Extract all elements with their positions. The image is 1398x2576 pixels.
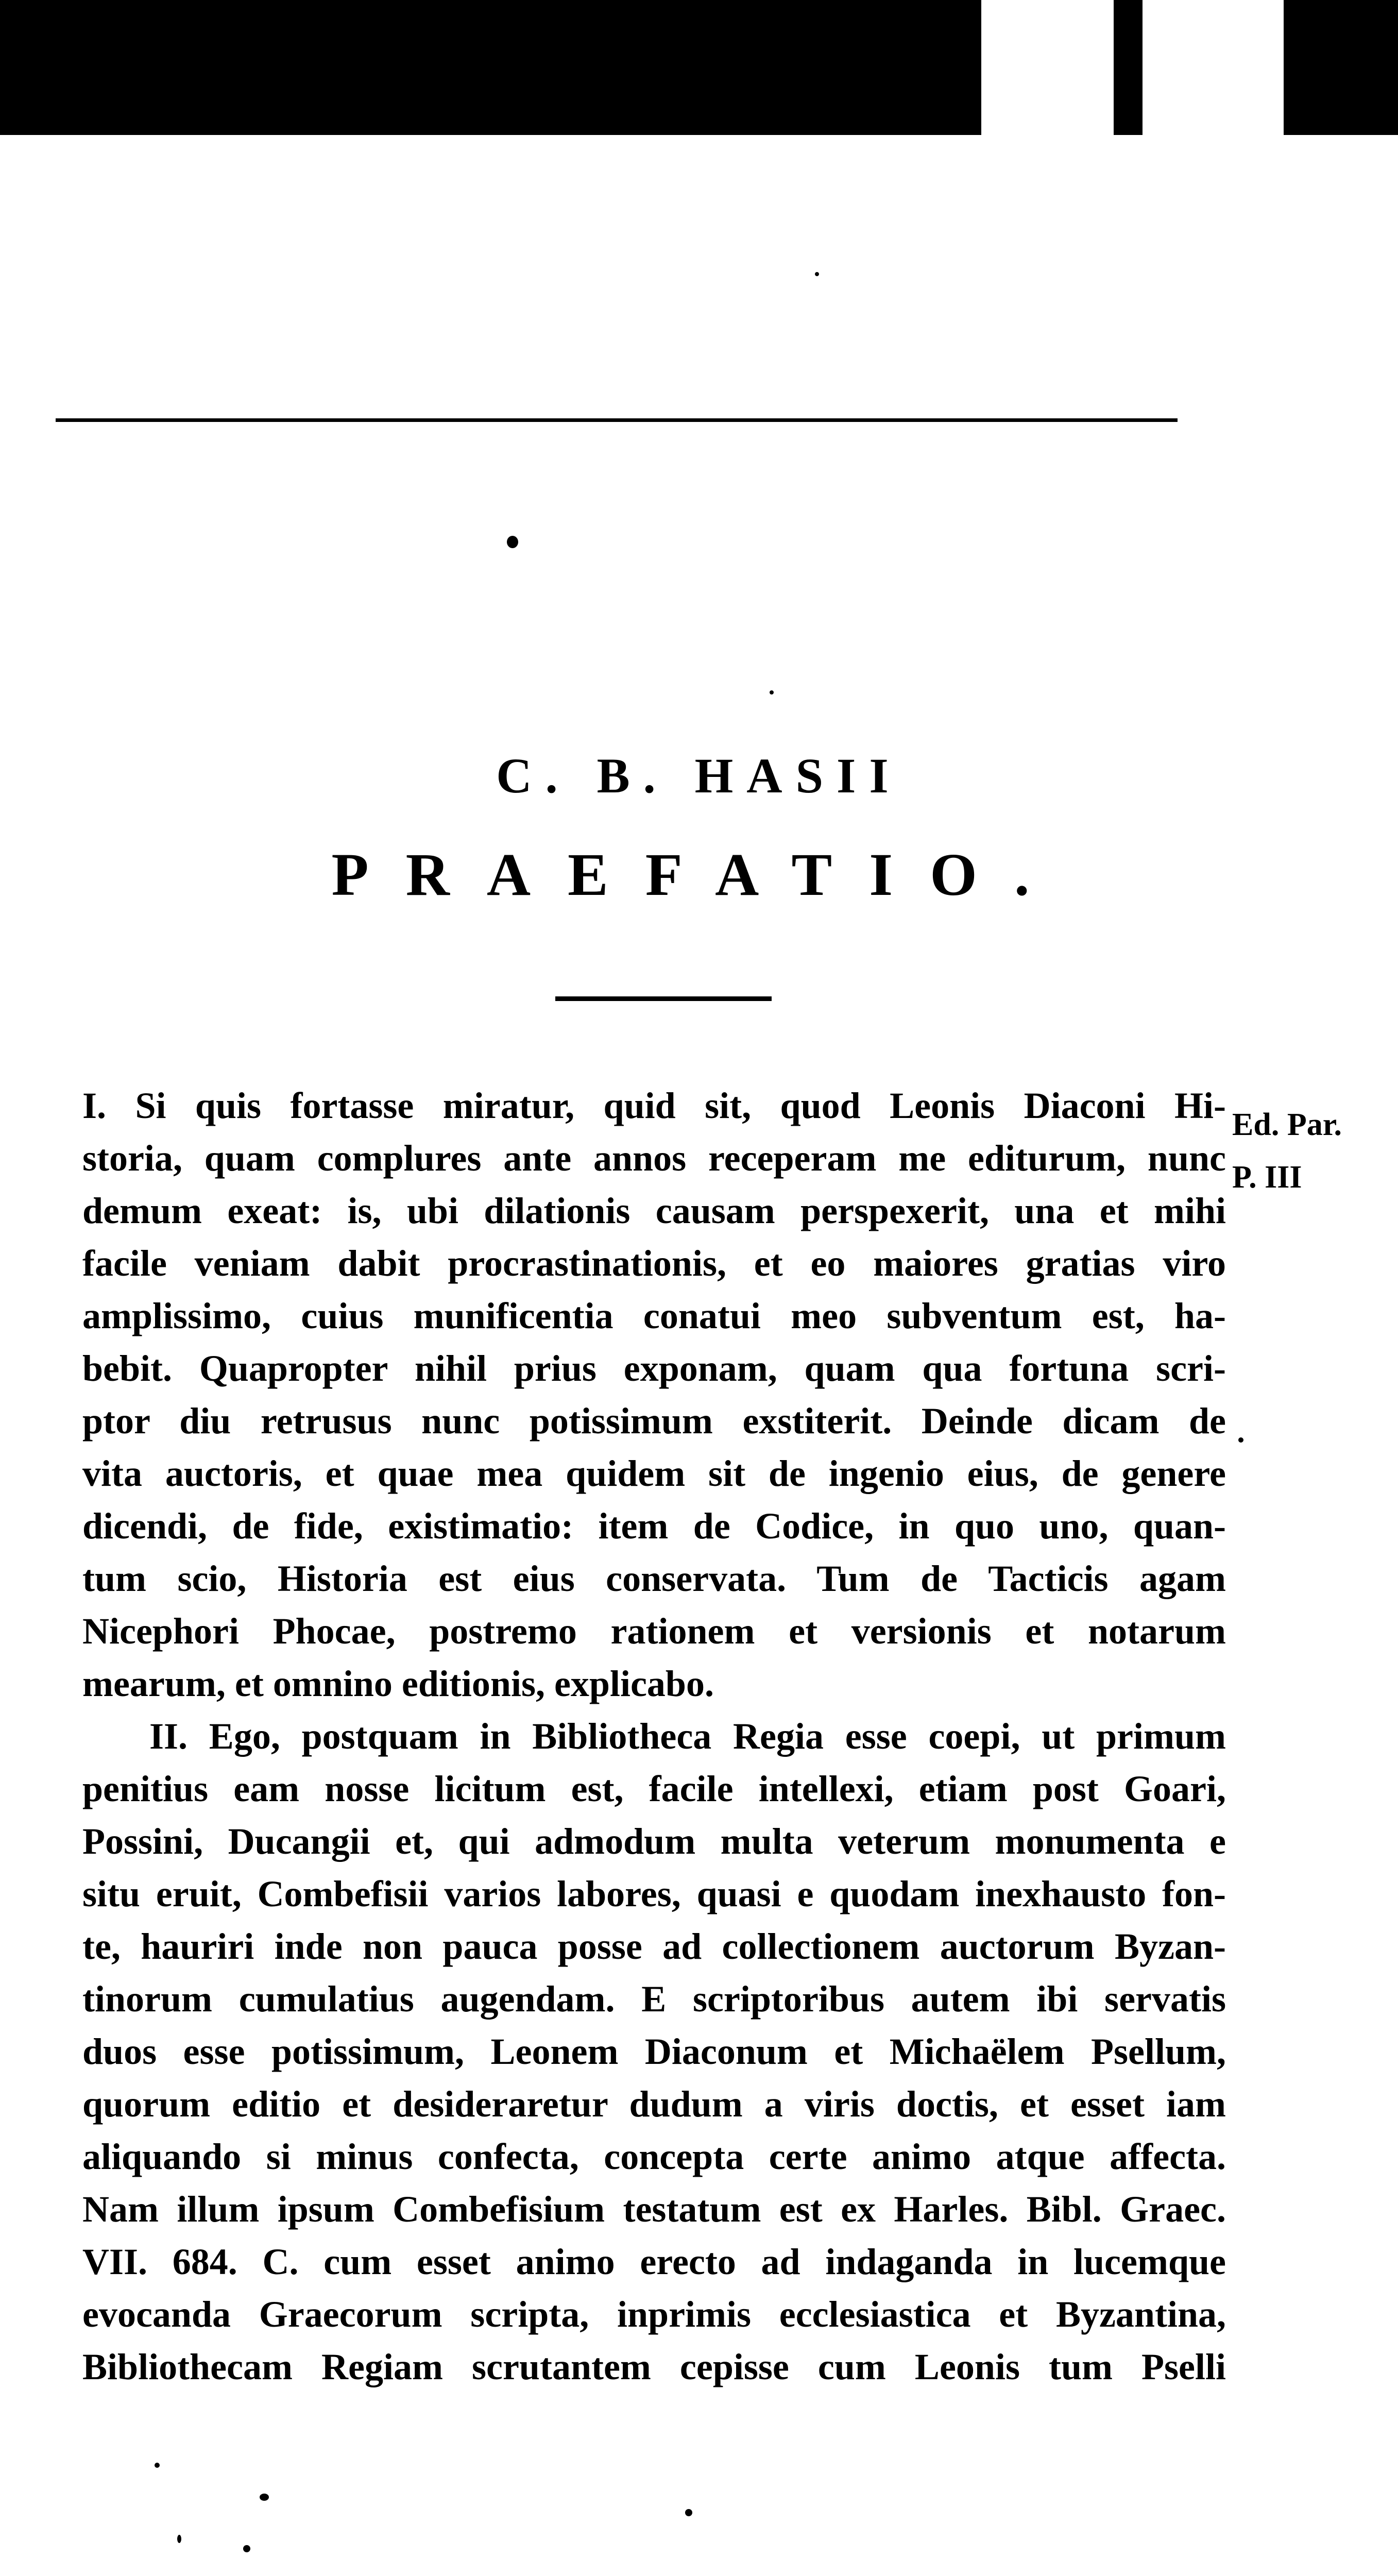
text-line: vita auctoris, et quae mea quidem sit de ingenio eius, de genere (82, 1453, 1226, 1494)
text-line: Bibliothecam Regiam scrutantem cepisse cum Leonis tum Pselli (82, 2346, 1226, 2387)
text-line: tum scio, Historia est eius conservata. Tum de Tacticis agam (82, 1558, 1226, 1599)
text-line: evocanda Graecorum scripta, inprimis ecclesiastica et Byzantina, (82, 2294, 1226, 2335)
ink-speck (155, 2463, 160, 2468)
text-line: dicendi, de fide, existimatio: item de Codice, in quo uno, quan- (82, 1505, 1226, 1547)
text-line: duos esse potissimum, Leonem Diaconum et Michaëlem Psellum, (82, 2031, 1226, 2072)
ink-speck (507, 536, 518, 548)
text-line: Possini, Ducangii et, qui admodum multa veterum monumenta e (82, 1821, 1226, 1862)
author-heading: C. B. HASII (496, 748, 902, 803)
text-line: ptor diu retrusus nunc potissimum exstiterit. Deinde dicam de (82, 1400, 1226, 1442)
ink-speck (177, 2535, 181, 2543)
text-line: te, hauriri inde non pauca posse ad collectionem auctorum Byzan- (82, 1926, 1226, 1967)
ink-speck (685, 2509, 692, 2516)
text-line: facile veniam dabit procrastinationis, et eo maiores gratias viro (82, 1243, 1226, 1284)
text-line: I. Si quis fortasse miratur, quid sit, quod Leonis Diaconi Hi- (82, 1085, 1226, 1126)
text-line: VII. 684. C. cum esset animo erecto ad indaganda in lucemque (82, 2241, 1226, 2282)
paragraph-1 (82, 1079, 1226, 1710)
body-text (82, 1079, 1226, 2393)
margin-note-page: P. III (1232, 1160, 1302, 1195)
text-line: situ eruit, Combefisii varios labores, quasi e quodam inexhausto fon- (82, 1873, 1226, 1914)
text-line: demum exeat: is, ubi dilationis causam perspexerit, una et mihi (82, 1190, 1226, 1231)
ink-speck (1238, 1437, 1243, 1443)
text-line: amplissimo, cuius munificentia conatui meo subventum est, ha- (82, 1295, 1226, 1336)
scan-border-tab (1114, 0, 1143, 135)
page-title: PRAEFATIO. (331, 841, 1067, 908)
text-line: storia, quam complures ante annos receperam me editurum, nunc (82, 1138, 1226, 1179)
ink-speck (243, 2545, 250, 2552)
top-rule (56, 418, 1178, 422)
text-line: mearum, et omnino editionis, explicabo. (82, 1663, 714, 1704)
scan-border-left (0, 0, 981, 135)
text-line: tinorum cumulatius augendam. E scriptoribus autem ibi servatis (82, 1978, 1226, 2020)
ink-speck (770, 690, 774, 694)
text-line: Nam illum ipsum Combefisium testatum est ex Harles. Bibl. Graec. (82, 2189, 1226, 2230)
ink-speck (260, 2494, 269, 2501)
title-rule (555, 996, 772, 1001)
margin-note-edition: Ed. Par. (1232, 1107, 1342, 1142)
paragraph-2 (82, 1710, 1226, 2393)
ink-speck (815, 272, 819, 276)
text-line: aliquando si minus confecta, concepta certe animo atque affecta. (82, 2136, 1226, 2177)
text-line: II. Ego, postquam in Bibliotheca Regia esse coepi, ut primum (149, 1716, 1226, 1757)
text-line: Nicephori Phocae, postremo rationem et versionis et notarum (82, 1611, 1226, 1652)
text-line: bebit. Quapropter nihil prius exponam, quam qua fortuna scri- (82, 1348, 1226, 1389)
scan-border-right (1284, 0, 1398, 135)
text-line: penitius eam nosse licitum est, facile intellexi, etiam post Goari, (82, 1768, 1226, 1809)
text-line: quorum editio et desideraretur dudum a viris doctis, et esset iam (82, 2083, 1226, 2125)
